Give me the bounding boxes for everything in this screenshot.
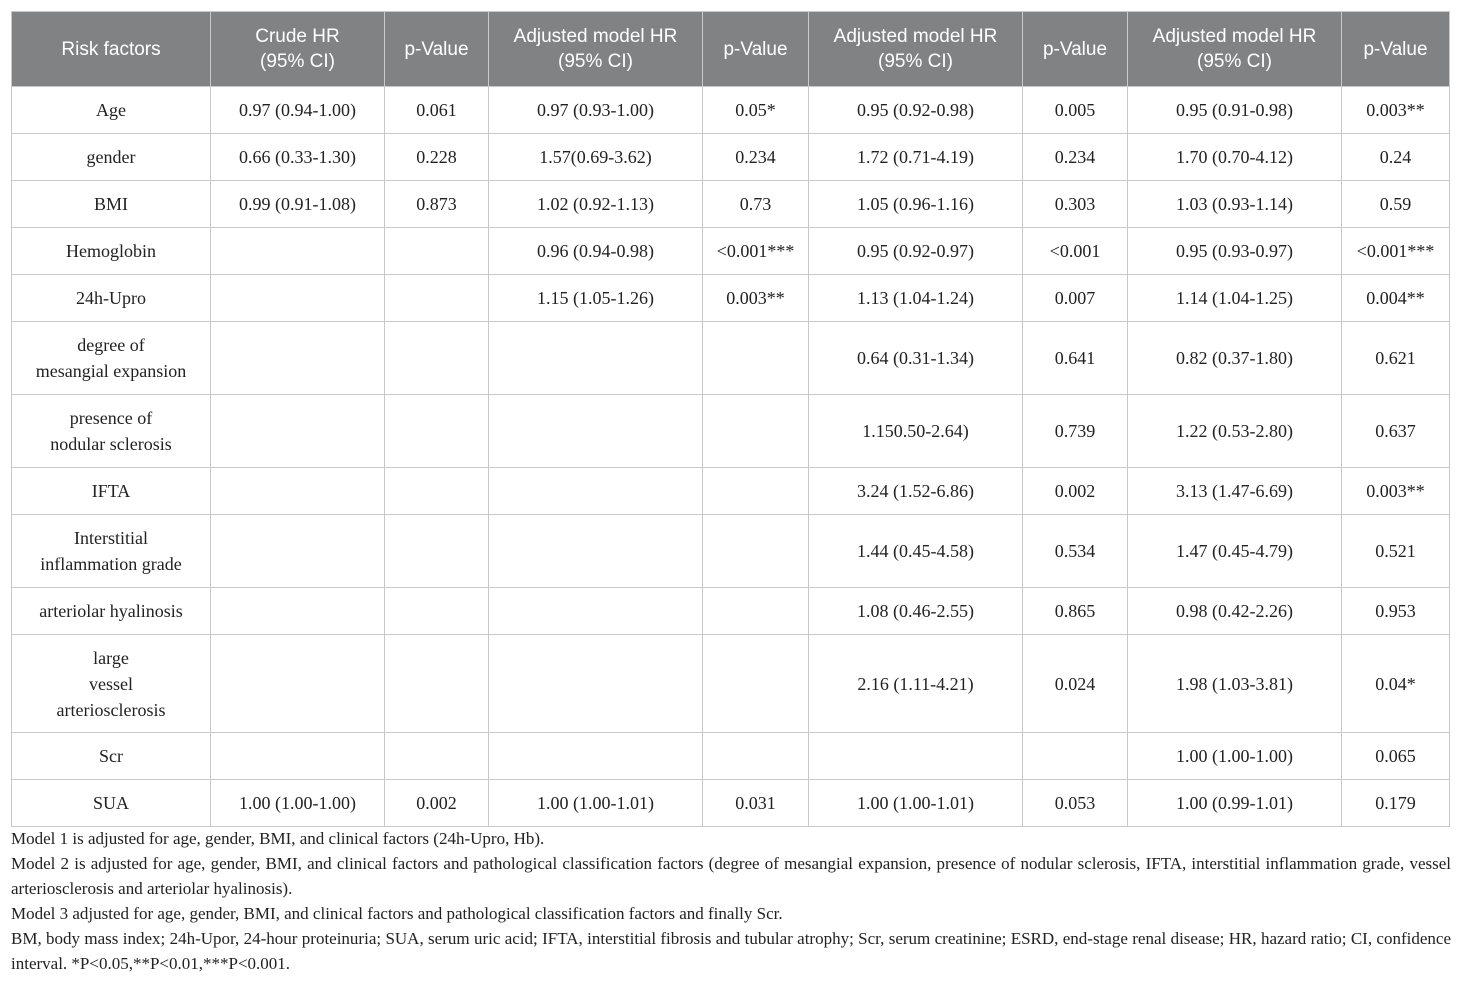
p-value-cell: 0.641 xyxy=(1023,322,1128,395)
risk-factor-label: presence of xyxy=(69,408,153,428)
hazard-ratio-cell: 1.02 (0.92-1.13) xyxy=(489,181,703,228)
p-value-cell xyxy=(1023,733,1128,780)
risk-factor-label: vessel xyxy=(89,673,133,694)
column-header-line: (95% CI) xyxy=(878,51,953,72)
column-header-line: p-Value xyxy=(723,38,788,60)
risk-factor-label: Interstitial xyxy=(74,528,148,548)
risk-factor-label: arteriosclerosis xyxy=(56,699,166,720)
hazard-ratio-cell: 0.64 (0.31-1.34) xyxy=(809,322,1023,395)
hazard-ratio-cell: 0.97 (0.93-1.00) xyxy=(489,87,703,134)
risk-factor-label: inflammation grade xyxy=(40,554,182,574)
risk-factor-cell xyxy=(12,733,211,780)
p-value-cell xyxy=(703,322,809,395)
column-header xyxy=(385,12,489,87)
p-value-cell: 0.303 xyxy=(1023,181,1128,228)
risk-factor-cell xyxy=(12,87,211,134)
risk-factor-label: Hemoglobin xyxy=(66,241,156,261)
hazard-ratio-cell: 0.95 (0.92-0.98) xyxy=(809,87,1023,134)
table-row xyxy=(12,780,1450,827)
p-value-cell: 0.228 xyxy=(385,134,489,181)
hazard-ratio-cell: 1.03 (0.93-1.14) xyxy=(1128,181,1342,228)
hazard-ratio-cell: 1.72 (0.71-4.19) xyxy=(809,134,1023,181)
p-value-cell: 0.953 xyxy=(1342,588,1450,635)
hazard-ratio-cell: 0.99 (0.91-1.08) xyxy=(211,181,385,228)
hazard-ratio-cell: 1.44 (0.45-4.58) xyxy=(809,515,1023,588)
p-value-cell xyxy=(385,468,489,515)
p-value-cell: 0.003** xyxy=(1342,87,1450,134)
hazard-ratio-cell: 1.22 (0.53-2.80) xyxy=(1128,395,1342,468)
header-row xyxy=(12,12,1450,87)
table-footnotes xyxy=(11,826,1451,976)
hazard-ratio-cell xyxy=(211,395,385,468)
p-value-cell xyxy=(385,275,489,322)
hazard-ratio-cell xyxy=(489,588,703,635)
risk-factor-label: 24h-Upro xyxy=(76,288,146,308)
p-value-cell: <0.001*** xyxy=(703,228,809,275)
footnote-abbreviations: BM, body mass index; 24h-Upor, 24-hour proteinuria; SUA, serum uric acid; IFTA, interstitial fibrosis and tubular atrophy; Scr, serum creatinine; ESRD, end-stage renal disease; HR, hazard ratio; CI, confidence interval. *P<0.05,**P<0.01,***P<0.001. xyxy=(11,929,1451,973)
hazard-ratio-cell: 1.13 (1.04-1.24) xyxy=(809,275,1023,322)
hazard-ratio-cell: 0.95 (0.92-0.97) xyxy=(809,228,1023,275)
hazard-ratio-cell xyxy=(211,275,385,322)
table-row xyxy=(12,468,1450,515)
p-value-cell: 0.05* xyxy=(703,87,809,134)
column-header-line: Adjusted model HR xyxy=(833,26,998,47)
p-value-cell xyxy=(703,395,809,468)
table-row xyxy=(12,733,1450,780)
p-value-cell: 0.73 xyxy=(703,181,809,228)
table-row xyxy=(12,181,1450,228)
p-value-cell: 0.179 xyxy=(1342,780,1450,827)
risk-factor-cell xyxy=(12,635,211,733)
risk-factor-cell xyxy=(12,275,211,322)
column-header xyxy=(1128,12,1342,87)
p-value-cell xyxy=(703,733,809,780)
footnote-model-2: Model 2 is adjusted for age, gender, BMI, and clinical factors and pathological classification factors (degree of mesangial expansion, presence of nodular sclerosis, IFTA, interstitial inflammation grade, vessel arteriosclerosis and arteriolar hyalinosis). xyxy=(11,854,1451,898)
risk-factor-label: large xyxy=(93,647,129,668)
risk-factor-label: degree of xyxy=(77,335,145,355)
hazard-ratio-cell xyxy=(211,228,385,275)
column-header-line: Adjusted model HR xyxy=(1152,26,1317,47)
risk-factor-cell xyxy=(12,780,211,827)
column-header-line: (95% CI) xyxy=(1197,51,1272,72)
column-header-line: p-Value xyxy=(1363,38,1428,60)
risk-factor-label: nodular sclerosis xyxy=(50,434,172,454)
p-value-cell xyxy=(385,395,489,468)
hazard-ratio-cell: 2.16 (1.11-4.21) xyxy=(809,635,1023,733)
hazard-ratio-cell xyxy=(489,733,703,780)
column-header xyxy=(211,12,385,87)
risk-factor-label: gender xyxy=(86,147,136,167)
hazard-ratio-cell: 1.150.50-2.64) xyxy=(809,395,1023,468)
p-value-cell: 0.061 xyxy=(385,87,489,134)
p-value-cell: 0.59 xyxy=(1342,181,1450,228)
hazard-ratio-cell xyxy=(489,395,703,468)
p-value-cell: 0.005 xyxy=(1023,87,1128,134)
hazard-ratio-cell xyxy=(489,468,703,515)
hazard-ratio-cell xyxy=(211,635,385,733)
hazard-ratio-cell xyxy=(489,635,703,733)
hazard-ratio-cell: 1.70 (0.70-4.12) xyxy=(1128,134,1342,181)
table-row xyxy=(12,275,1450,322)
table-row xyxy=(12,322,1450,395)
hazard-ratio-cell xyxy=(211,468,385,515)
column-header xyxy=(12,12,211,87)
p-value-cell: 0.053 xyxy=(1023,780,1128,827)
p-value-cell: 0.024 xyxy=(1023,635,1128,733)
p-value-cell: 0.739 xyxy=(1023,395,1128,468)
hazard-ratio-cell: 1.00 (1.00-1.01) xyxy=(809,780,1023,827)
risk-factor-label: BMI xyxy=(93,194,128,214)
hazard-ratio-cell xyxy=(211,588,385,635)
p-value-cell xyxy=(385,322,489,395)
risk-factor-cell xyxy=(12,134,211,181)
hazard-ratio-cell xyxy=(809,733,1023,780)
table-row xyxy=(12,588,1450,635)
table-row xyxy=(12,134,1450,181)
p-value-cell: <0.001*** xyxy=(1342,228,1450,275)
table-row xyxy=(12,87,1450,134)
hazard-ratio-cell: 1.14 (1.04-1.25) xyxy=(1128,275,1342,322)
p-value-cell: <0.001 xyxy=(1023,228,1128,275)
risk-factor-cell xyxy=(12,322,211,395)
column-header xyxy=(703,12,809,87)
risk-factor-label: IFTA xyxy=(91,481,131,501)
column-header-line: Crude HR xyxy=(255,26,340,47)
p-value-cell: 0.002 xyxy=(385,780,489,827)
hazard-ratio-cell: 1.05 (0.96-1.16) xyxy=(809,181,1023,228)
hazard-ratio-cell: 1.47 (0.45-4.79) xyxy=(1128,515,1342,588)
p-value-cell: 0.004** xyxy=(1342,275,1450,322)
p-value-cell: 0.24 xyxy=(1342,134,1450,181)
column-header-line: (95% CI) xyxy=(558,51,633,72)
column-header xyxy=(489,12,703,87)
hazard-ratio-cell: 0.66 (0.33-1.30) xyxy=(211,134,385,181)
hazard-ratio-table xyxy=(11,11,1450,827)
column-header xyxy=(1023,12,1128,87)
hazard-ratio-cell: 1.00 (0.99-1.01) xyxy=(1128,780,1342,827)
column-header-line: (95% CI) xyxy=(260,51,335,72)
p-value-cell: 0.873 xyxy=(385,181,489,228)
p-value-cell xyxy=(703,515,809,588)
column-header-line: Risk factors xyxy=(61,38,161,60)
p-value-cell: 0.003** xyxy=(1342,468,1450,515)
column-header-line: p-Value xyxy=(404,38,469,60)
column-header-line: Adjusted model HR xyxy=(513,26,678,47)
p-value-cell: 0.04* xyxy=(1342,635,1450,733)
risk-factor-cell xyxy=(12,228,211,275)
p-value-cell: 0.234 xyxy=(703,134,809,181)
hazard-ratio-cell: 0.95 (0.91-0.98) xyxy=(1128,87,1342,134)
hazard-ratio-cell: 0.95 (0.93-0.97) xyxy=(1128,228,1342,275)
p-value-cell xyxy=(703,468,809,515)
hazard-ratio-cell xyxy=(211,515,385,588)
hazard-ratio-cell: 1.00 (1.00-1.00) xyxy=(211,780,385,827)
p-value-cell: 0.031 xyxy=(703,780,809,827)
risk-factor-label: arteriolar hyalinosis xyxy=(39,601,183,621)
hazard-ratio-cell: 0.98 (0.42-2.26) xyxy=(1128,588,1342,635)
risk-factor-cell xyxy=(12,395,211,468)
footnote-model-3: Model 3 adjusted for age, gender, BMI, and clinical factors and pathological classification factors and finally Scr. xyxy=(11,904,783,923)
risk-factor-label: Age xyxy=(96,100,126,120)
risk-factor-label: Scr xyxy=(99,746,123,766)
hazard-ratio-cell: 1.00 (1.00-1.01) xyxy=(489,780,703,827)
p-value-cell: 0.637 xyxy=(1342,395,1450,468)
column-header-line: p-Value xyxy=(1042,38,1108,60)
table-body xyxy=(12,87,1450,827)
column-header-suffix: HR xyxy=(644,26,678,47)
p-value-cell xyxy=(385,228,489,275)
p-value-cell: 0.521 xyxy=(1342,515,1450,588)
p-value-cell: 0.003** xyxy=(703,275,809,322)
risk-factor-cell xyxy=(12,588,211,635)
hazard-ratio-cell: 1.00 (1.00-1.00) xyxy=(1128,733,1342,780)
hazard-ratio-cell: 0.82 (0.37-1.80) xyxy=(1128,322,1342,395)
p-value-cell xyxy=(385,588,489,635)
p-value-cell: 0.621 xyxy=(1342,322,1450,395)
hazard-ratio-cell: 3.13 (1.47-6.69) xyxy=(1128,468,1342,515)
p-value-cell: 0.865 xyxy=(1023,588,1128,635)
p-value-cell xyxy=(385,515,489,588)
risk-factor-cell xyxy=(12,515,211,588)
column-header xyxy=(809,12,1023,87)
hazard-ratio-cell xyxy=(211,733,385,780)
hazard-ratio-cell: 3.24 (1.52-6.86) xyxy=(809,468,1023,515)
p-value-cell: 0.002 xyxy=(1023,468,1128,515)
p-value-cell: 0.534 xyxy=(1023,515,1128,588)
column-header xyxy=(1342,12,1450,87)
hazard-ratio-cell xyxy=(489,322,703,395)
column-header-suffix: HR xyxy=(964,26,998,47)
hazard-ratio-cell: 1.98 (1.03-3.81) xyxy=(1128,635,1342,733)
table-row xyxy=(12,228,1450,275)
p-value-cell xyxy=(385,635,489,733)
hazard-ratio-cell xyxy=(489,515,703,588)
table-row xyxy=(12,635,1450,733)
hazard-ratio-cell xyxy=(211,322,385,395)
hazard-ratio-cell: 0.96 (0.94-0.98) xyxy=(489,228,703,275)
hazard-ratio-cell: 1.15 (1.05-1.26) xyxy=(489,275,703,322)
footnote-model-1: Model 1 is adjusted for age, gender, BMI, and clinical factors (24h-Upro, Hb). xyxy=(11,829,545,848)
column-header-suffix: HR xyxy=(1283,26,1317,47)
risk-factor-label: mesangial expansion xyxy=(35,361,187,381)
p-value-cell xyxy=(703,635,809,733)
table-header xyxy=(12,12,1450,87)
hazard-ratio-cell: 1.57(0.69-3.62) xyxy=(489,134,703,181)
table-row xyxy=(12,515,1450,588)
p-value-cell: 0.007 xyxy=(1023,275,1128,322)
risk-factor-cell xyxy=(12,468,211,515)
p-value-cell: 0.234 xyxy=(1023,134,1128,181)
p-value-cell xyxy=(385,733,489,780)
table-row xyxy=(12,395,1450,468)
risk-factor-cell xyxy=(12,181,211,228)
risk-factor-label: SUA xyxy=(92,793,129,813)
p-value-cell: 0.065 xyxy=(1342,733,1450,780)
p-value-cell xyxy=(703,588,809,635)
hazard-ratio-cell: 1.08 (0.46-2.55) xyxy=(809,588,1023,635)
hazard-ratio-cell: 0.97 (0.94-1.00) xyxy=(211,87,385,134)
